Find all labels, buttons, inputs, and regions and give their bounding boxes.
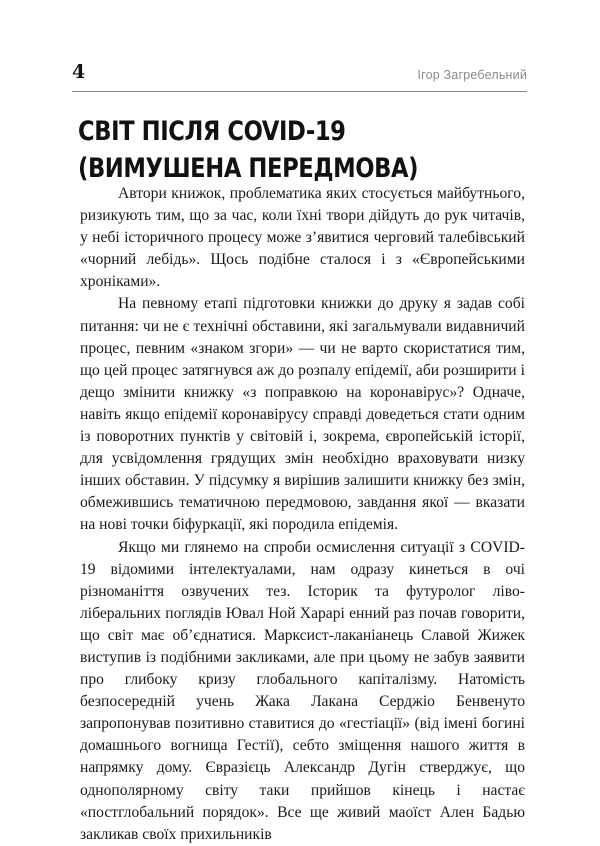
paragraph-2: На певному етапі підготовки книжки до друку я задав собі питання: чи не є технічні обставини, які загальмували видавничий процес, певним «знаком згори» — чи не варто скористатися тим, що цей процес затягнувся аж до розпалу епідемії, аби розширити і дещо змінити книжку «з поправкою на коронавірус»? Одначе, навіть якщо епідемії коронавірусу справді доведеться стати одним із поворотних пунктів у світовій і, зокрема, європейській історії, для усвідомлення грядущих змін необхідно враховувати низку інших обставин. У підсумку я вирішив залишити книжку без змін, обмежившись тематичною передмовою, завдання якої — вказати на нові точки біфуркації, які породила епідемія. [80,295,525,534]
chapter-title [78,113,418,187]
page-number: 4 [72,61,86,83]
running-header-author: Ігор Загребельний [417,68,527,82]
paragraph-3: Якщо ми глянемо на спроби осмислення ситуації з COVID-19 відомими інтелектуалами, нам одразу кинеться в очі різноманіття озвучених тез. Історик та футуролог ліво-ліберальних поглядів Ювал Ной Харарі енний раз почав говорити, що світ має об’єднатися. Марксист-лаканіанець Славой Жижек виступив із подібними закликами, але при цьому не забув заявити про глибоку кризу глобального капіталізму. Натомість безпосередній учень Жака Лакана Серджіо Бенвенуто запропонував позитивно ставитися до «гестіації» (від імені богині домашнього вогнища Гестії), себто зміщення нашого життя в напрямку дому. Євразієць Александр Дугін стверджує, що однополярному світу таки прийшов кінець і настає «постглобальний порядок». Все ще живий маоїст Ален Бадью закликав своїх прихильників [80,538,525,843]
chapter-title-line-1: СВІТ ПІСЛЯ COVID-19 [78,116,346,147]
chapter-title-line-2: (ВИМУШЕНА ПЕРЕДМОВА) [78,153,419,184]
body-text [80,183,525,846]
paragraph-1: Автори книжок, проблематика яких стосується майбутнього, ризикують тим, що за час, коли їхні твори дійдуть до рук читачів, у небі історичного процесу може з’явитися черговий талебівський «чорний лебідь». Щось подібне сталося і з «Європейськими хроніками». [80,185,525,291]
header-divider [72,91,527,92]
